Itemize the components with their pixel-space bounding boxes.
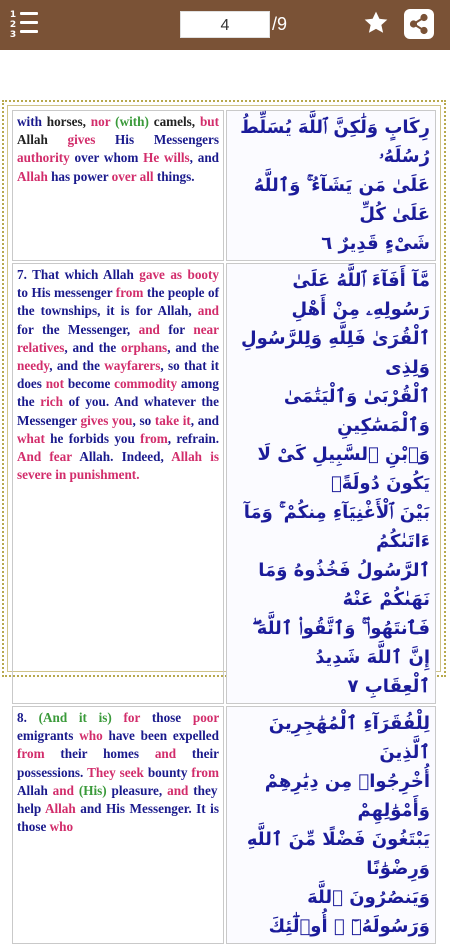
translation-text-run: Allah [17,168,48,184]
translation-text-run: and [154,746,177,762]
translation-text-run: (with) [110,114,149,129]
translation-text-run: He wills [143,150,190,166]
translation-text-run: Allah. Indeed, [71,449,172,465]
translation-text-run: take it [154,412,191,428]
translation-text-run: , and the [167,339,220,355]
arabic-text-line: ٱلْعِقَابِ ٧ [347,676,430,697]
translation-text-run: horses, [41,114,91,129]
translation-text-run: , and the [49,358,105,374]
translation-text-run: and His Messenger. It is those [17,801,219,835]
arabic-text-line: ٱلْقُرَىٰ فَلِلَّهِ وَلِلرَّسُولِ وَلِذِى [241,328,430,378]
translation-text-run: near relatives [17,321,219,355]
translation-text-run: orphans [121,339,168,355]
menu-icon-digits: 1 2 3 [9,10,17,40]
translation-text-run: camels, [148,114,200,129]
translation-text-run: for Allah, [135,303,198,319]
translation-text-run: needy [17,358,50,374]
translation-text-run: , refrain. [167,430,219,446]
translation-text-run: , and the [64,339,122,355]
arabic-cell [226,263,436,704]
translation-text-run: their homes [44,746,155,762]
arabic-text-line: شَىْءٍ قَدِيرٌ ٦ [321,233,430,254]
arabic-text-line: عَلَىٰ مَن يَشَآءُ ۚ وَٱللَّهُ عَلَىٰ كُلِّ [253,175,430,225]
arabic-text-line: يَبْتَغُونَ فَضْلًا مِّنَ ٱللَّهِ وَرِضْوَٰنًا [246,829,430,879]
verse-row [12,706,436,944]
translation-text-run: and [138,321,160,337]
translation-text-run: 8. [17,710,39,725]
verse-row [12,110,436,261]
bookmark-star-icon[interactable] [362,9,390,37]
translation-text-run: (And it is) [38,710,124,725]
translation-text-run: pleasure, [106,782,168,798]
arabic-cell [226,706,436,944]
top-toolbar [0,0,450,50]
translation-text-run: have been expelled [102,728,219,744]
translation-text-run: Allah [17,132,68,148]
translation-text-run: for [123,710,141,725]
arabic-text-line: وَٱبْنِ ٱلسَّبِيلِ كَىْ لَا يَكُونَ دُولَةًۢ [257,444,430,494]
translation-text-run: with [17,114,42,129]
translation-text-run: and [197,303,219,319]
translation-text-run: Allah [171,449,202,465]
translation-text-run: His messenger [31,285,116,301]
translation-text-run: commodity [114,376,178,392]
translation-text-run: emigrants [17,728,80,744]
arabic-text-line: مَّآ أَفَآءَ ٱللَّهُ عَلَىٰ رَسُولِهِۦ مِنْ أَهْلِ [291,270,430,320]
verse-content-frame [2,100,446,937]
translation-text-run: gives you [80,412,133,428]
translation-text-run: His Messengers [95,132,219,148]
translation-text-run: Allah [44,801,76,817]
translation-text-run: among the [17,376,219,410]
translation-text-run: those [140,710,193,725]
translation-text-run: for [159,321,194,337]
translation-text-run: And fear [17,449,72,465]
page-number-input[interactable]: 4 [180,11,270,38]
translation-cell [12,110,224,261]
translation-text-run: That which Allah [32,267,140,282]
arabic-text-line: ٱلرَّسُولُ فَخُذُوهُ وَمَا نَهَىٰكُمْ عَنْهُ [258,560,430,610]
translation-text-run: become [64,376,115,392]
translation-text-run: of you. And whatever the Messenger [17,394,219,428]
arabic-text-line: وَيَنصُرُونَ ٱللَّهَ وَرَسُولَهُۥٓ ۚ أُو۟لَٰٓئِكَ [268,887,430,937]
arabic-text-line: ٱلْقُرْبَىٰ وَٱلْيَتَٰمَىٰ وَٱلْمَسَٰكِينِ [283,386,430,436]
translation-text-run: (His) [73,782,107,798]
translation-text-run: gave as booty [139,267,219,282]
translation-text-run: he forbids you [44,430,141,446]
translation-text-run: from [191,764,220,780]
arabic-cell [226,110,436,261]
translation-cell [12,706,224,944]
translation-text-run: authority [17,150,70,166]
translation-text-run: has power [47,168,112,184]
translation-text-run: and [167,782,189,798]
translation-text-run: from [140,430,168,446]
arabic-text-line: بَيْنَ ٱلْأَغْنِيَآءِ مِنكُمْ ۚ وَمَآ ءَاتَىٰكُمُ [243,502,430,552]
translation-text-run: gives [67,132,96,148]
translation-text-run: nor [90,114,111,129]
translation-text-run: bounty [143,764,192,780]
arabic-text-line: لِلْفُقَرَآءِ ٱلْمُهَٰجِرِينَ ٱلَّذِينَ [268,713,430,763]
translation-text-run: They seek [87,764,144,780]
translation-text-run: their possessions. [17,746,219,780]
translation-text-run: things. [153,168,195,184]
translation-text-run: rich [40,394,63,410]
translation-text-run: they help [17,782,218,817]
translation-text-run: the people of the townships, it is [17,285,219,319]
translation-text-run: , and [189,150,219,166]
index-menu-icon[interactable] [6,6,46,44]
translation-text-run: from [115,285,144,301]
page-total-label: /9 [272,14,288,34]
verse-table [10,108,438,946]
share-icon[interactable] [404,9,434,39]
translation-text-run: wayfarers [104,358,161,374]
arabic-text-line: فَٱنتَهُوا۟ ۚ وَٱتَّقُوا۟ ٱللَّهَ ۖ إِنَّ ٱللَّهَ شَدِيدُ [252,618,430,668]
translation-text-run: and [52,782,74,798]
translation-text-run: over all [111,168,154,184]
translation-text-run: from [17,746,45,762]
translation-text-run: Allah [17,782,53,798]
translation-text-run: 7. [17,267,33,282]
translation-text-run: , and [190,412,220,428]
translation-text-run: not [45,376,65,392]
arabic-text-line: رِكَابٍ وَلَٰكِنَّ ٱللَّهَ يُسَلِّطُ رُسُلَهُۥ [240,117,430,167]
translation-text-run: who [79,728,103,744]
verse-row [12,263,436,704]
translation-text-run: who [49,819,74,835]
translation-text-run: , so [132,412,155,428]
translation-text-run: poor [192,710,219,725]
translation-text-run: to [17,285,32,301]
translation-text-run: over whom [69,150,144,166]
arabic-text-line: أُخْرِجُوا۟ مِن دِيَٰرِهِمْ وَأَمْوَٰلِهِمْ [264,771,430,821]
translation-cell [12,263,224,704]
translation-text-run: , so that it does [17,358,219,392]
translation-text-run: but [199,114,219,129]
translation-text-run: for the Messenger, [17,321,139,337]
translation-text-run: what [17,430,45,446]
translation-text-run: is severe in punishment. [17,449,219,483]
